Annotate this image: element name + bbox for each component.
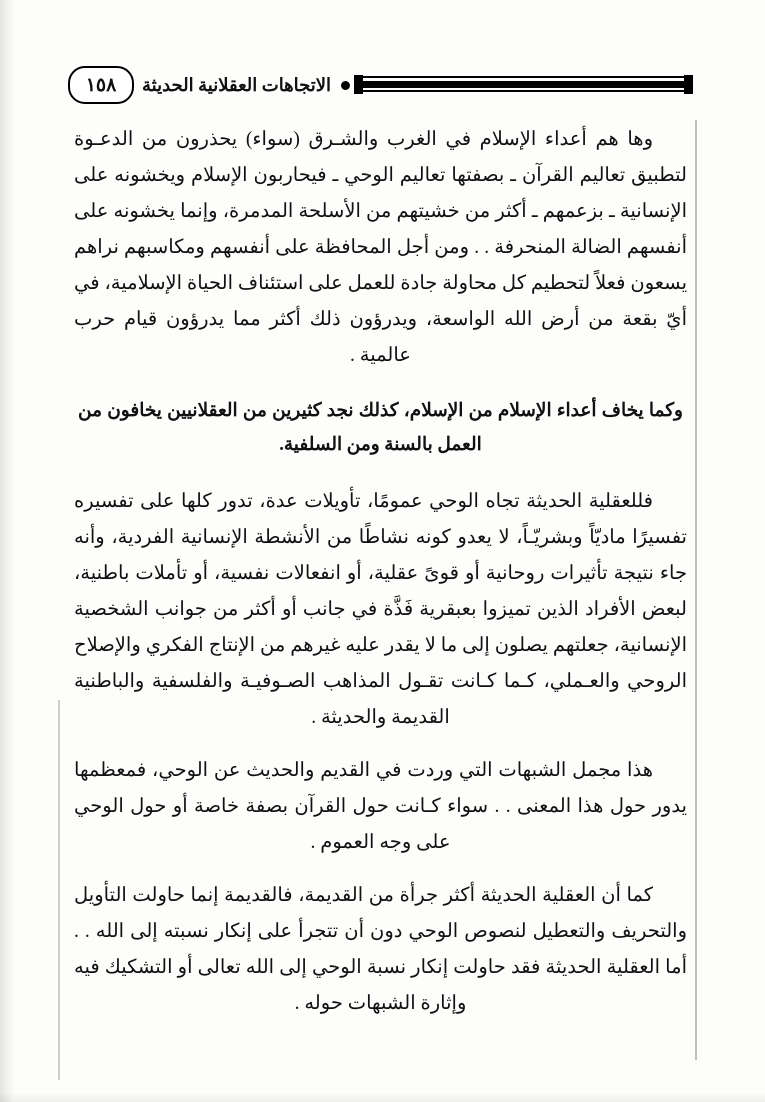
running-head-title: الاتجاهات العقلانية الحديثة: [134, 75, 339, 96]
page-number-badge: ١٥٨: [68, 66, 134, 104]
header-rule-cap-left: [354, 75, 363, 94]
page-rule-right: [695, 120, 697, 1060]
page-body: [74, 122, 687, 1039]
paragraph-3: فللعقلية الحديثة تجاه الوحي عمومًا، تأويلات عدة، تدور كلها على تفسيره تفسيرًا ماديّاً وبشريّـاً، لا يعدو كونه نشاطًا من الأنشطة الإنسانية الفردية، وأنه جاء نتيجة تأثيرات روحانية أو قوىً عقلية، أو انفعالات نفسية، أو تأملات باطنية، لبعض الأفراد الذين تميزوا بعبقرية فَذَّة في جانب أو أكثر من جوانب الشخصية الإنسانية، جعلتهم يصلون إلى ما لا يقدر عليه غيرهم من الإنتاج الفكري والإصلاح الروحي والعـملي، كـما كـانت تقـول المذاهب الصـوفيـة والفلسفية والباطنية القديمة والحديثة .: [74, 491, 687, 728]
bullet-dot-icon: [341, 81, 350, 90]
header-rule-thin-bottom: [358, 90, 689, 92]
scan-edge-shadow-bottom: [0, 1092, 765, 1102]
paragraph-4: هذا مجمل الشبهات التي وردت في القديم والحديث عن الوحي، فمعظمها يدور حول هذا المعنى . . سواء كـانت حول القرآن بصفة خاصة أو حول الوحي على وجه العموم .: [74, 760, 687, 853]
paragraph-1: وها هم أعداء الإسلام في الغرب والشـرق (سواء) يحذرون من الدعـوة لتطبيق تعاليم القرآن ـ بصفتها تعاليم الوحي ـ فيحاربون الإسلام ويخشونه على الإنسانية ـ بزعمهم ـ أكثر من خشيتهم من الأسلحة المدمرة، وإنما يخشونه على أنفسهم الضالة المنحرفة . . ومن أجل المحافظة على أنفسهم ومكاسبهم نراهم يسعون فعلاً لتحطيم كل محاولة جادة للعمل على استئناف الحياة الإسلامية، في أيّ بقعة من أرض الله الواسعة، ويدرؤون ذلك أكثر مما يدرؤون قيام حرب عالمية .: [74, 129, 687, 366]
header-rule-thick: [358, 81, 689, 88]
scan-edge-shadow-left: [0, 0, 14, 1102]
page-header: [64, 62, 699, 108]
header-rule: [358, 75, 689, 95]
header-rule-cap-right: [684, 75, 693, 94]
page-rule-left: [58, 700, 60, 1080]
header-rule-thin-top: [358, 76, 689, 78]
paragraph-2-bold: وكما يخاف أعداء الإسلام من الإسلام، كذلك نجد كثيرين من العقلانيين يخافون من العمل بالسنة ومن السلفية.: [78, 401, 683, 455]
paragraph-5: كما أن العقلية الحديثة أكثر جرأة من القديمة، فالقديمة إنما حاولت التأويل والتحريف والتعطيل لنصوص الوحي دون أن تتجرأ على إنكار نسبته إلى الله . . أما العقلية الحديثة فقد حاولت إنكار نسبة الوحي إلى الله تعالى أو التشكيك فيه وإثارة الشبهات حوله .: [74, 885, 687, 1014]
